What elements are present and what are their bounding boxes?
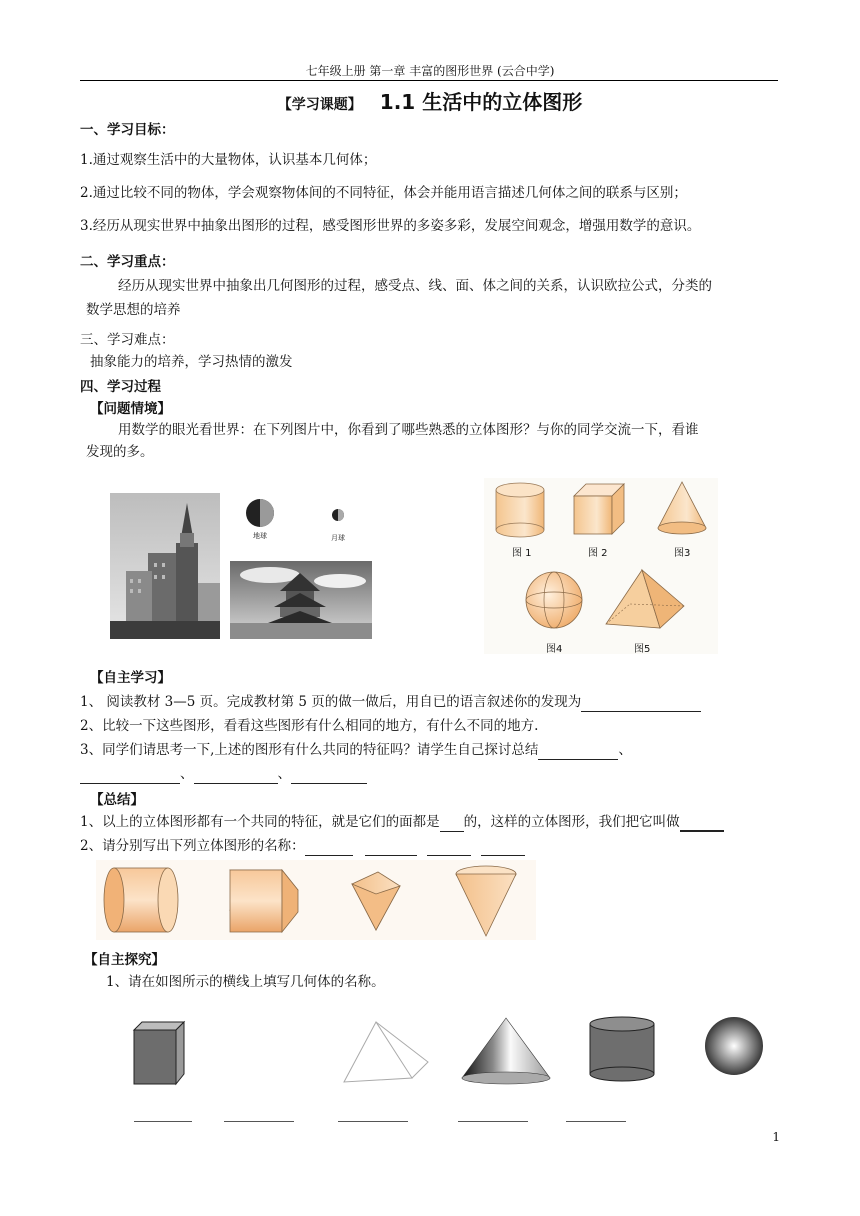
explore-shapes-image — [126, 1012, 776, 1092]
shapes-figure-image — [484, 478, 718, 654]
answer-blank[interactable] — [194, 769, 278, 784]
key-line-1: 经历从现实世界中抽象出几何图形的过程，感受点、线、面、体之间的关系，认识欧拉公式，分类的 — [118, 278, 712, 294]
answer-line[interactable] — [338, 1121, 408, 1122]
self-study-heading: 【自主学习】 — [90, 670, 171, 686]
separator: 、 — [180, 766, 194, 782]
section-difficulty-heading: 三、学习难点： — [80, 332, 175, 348]
summary-q2 — [80, 836, 525, 856]
summary-q1-text-b: 的，这样的立体图形，我们把它叫做 — [463, 814, 680, 830]
situation-line-2: 发现的多。 — [86, 444, 154, 460]
explore-q1: 1、请在如图所示的横线上填写几何体的名称。 — [106, 974, 385, 990]
answer-blank[interactable] — [680, 816, 724, 832]
separator: 、 — [277, 766, 291, 782]
fig-5-label: 图5 — [634, 644, 651, 655]
answer-blank[interactable] — [440, 817, 464, 832]
summary-q1-text-a: 1、以上的立体图形都有一个共同的特征，就是它们的面都是 — [80, 814, 440, 830]
answer-blank[interactable] — [305, 841, 353, 856]
running-header: 七年级上册 第一章 丰富的图形世界 (云合中学) — [305, 64, 555, 78]
self-study-q3-text: 3、同学们请思考一下,上述的图形有什么共同的特征吗？请学生自己探讨总结 — [80, 742, 539, 758]
problem-situation-heading: 【问题情境】 — [90, 401, 171, 417]
answer-blank[interactable] — [538, 745, 618, 760]
explore-shapes — [126, 1012, 776, 1092]
goal-item-2: 2.通过比较不同的物体，学会观察物体间的不同特征，体会并能用语言描述几何体之间的联系与区别； — [80, 185, 687, 201]
answer-line[interactable] — [224, 1121, 294, 1122]
page-title — [0, 86, 860, 115]
section-goals-heading: 一、学习目标： — [80, 122, 175, 138]
self-study-q3-cont — [80, 764, 367, 784]
answer-blank[interactable] — [481, 841, 525, 856]
answer-blank[interactable] — [291, 769, 367, 784]
earth-label: 地球 — [253, 532, 267, 540]
title-main: 1.1 生活中的立体图形 — [379, 90, 583, 114]
answer-blank[interactable] — [581, 697, 701, 712]
photo-collage — [110, 493, 372, 639]
fig-2-label: 图 2 — [588, 548, 608, 559]
summary-q2-text: 2、请分别写出下列立体图形的名称： — [80, 838, 305, 854]
named-shapes-image — [96, 860, 536, 940]
answer-blank[interactable] — [427, 841, 471, 856]
answer-line[interactable] — [566, 1121, 626, 1122]
title-tag: 【学习课题】 — [277, 97, 362, 113]
goal-item-3: 3.经历从现实世界中抽象出图形的过程，感受图形世界的多姿多彩，发展空间观念，增强用数学的意识。 — [80, 218, 701, 234]
self-study-q2: 2、比较一下这些图形，看看这些图形有什么相同的地方，有什么不同的地方. — [80, 718, 539, 734]
difficulty-text: 抽象能力的培养，学习热情的激发 — [90, 354, 293, 370]
moon-label: 月球 — [331, 534, 345, 542]
answer-line[interactable] — [134, 1121, 192, 1122]
goal-item-1: 1.通过观察生活中的大量物体，认识基本几何体； — [80, 152, 377, 168]
situation-line-1: 用数学的眼光看世界：在下列图片中，你看到了哪些熟悉的立体图形？与你的同学交流一下，看谁 — [118, 422, 699, 438]
self-study-q1 — [80, 692, 701, 712]
page-number: 1 — [772, 1130, 780, 1144]
answer-blank[interactable] — [80, 769, 180, 784]
self-study-q3 — [80, 740, 632, 760]
key-line-2: 数学思想的培养 — [86, 302, 181, 318]
fig-4-label: 图4 — [546, 644, 563, 655]
photo-collage-image — [110, 493, 372, 639]
separator: 、 — [618, 742, 632, 758]
summary-heading: 【总结】 — [90, 792, 144, 808]
fig-1-label: 图 1 — [512, 548, 532, 559]
section-process-heading: 四、学习过程 — [80, 379, 161, 395]
fig-3-label: 图3 — [674, 548, 691, 559]
section-key-heading: 二、学习重点： — [80, 254, 175, 270]
summary-q1 — [80, 812, 724, 832]
header-rule — [80, 80, 778, 81]
named-shapes-strip — [96, 860, 536, 940]
answer-line[interactable] — [458, 1121, 528, 1122]
shapes-figure — [484, 478, 718, 654]
explore-heading: 【自主探究】 — [84, 952, 165, 968]
self-study-q1-text: 1、 阅读教材 3—5 页。完成教材第 5 页的做一做后，用自已的语言叙述你的发现为 — [80, 694, 582, 710]
answer-blank[interactable] — [365, 841, 417, 856]
